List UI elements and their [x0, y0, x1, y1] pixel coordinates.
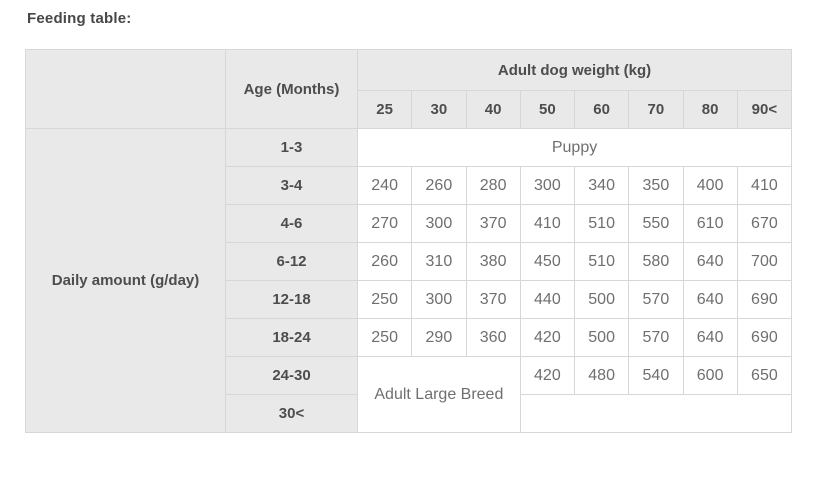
feeding-table: [25, 49, 792, 433]
weight-col-header: 40: [466, 91, 520, 129]
amount-cell: 510: [575, 205, 629, 243]
amount-cell: 250: [358, 319, 412, 357]
amount-cell: 280: [466, 167, 520, 205]
amount-cell: 360: [466, 319, 520, 357]
amount-cell: 500: [575, 281, 629, 319]
age-range-cell: 12-18: [226, 281, 358, 319]
weight-col-header: 60: [575, 91, 629, 129]
amount-cell: 600: [683, 357, 737, 395]
amount-cell: 670: [737, 205, 791, 243]
amount-cell: 440: [520, 281, 574, 319]
amount-cell: 300: [412, 281, 466, 319]
amount-cell: 310: [412, 243, 466, 281]
age-header-cell: Age (Months): [226, 50, 358, 129]
amount-cell: 690: [737, 281, 791, 319]
weight-col-header: 50: [520, 91, 574, 129]
amount-cell: 400: [683, 167, 737, 205]
daily-amount-label-cell: Daily amount (g/day): [26, 129, 226, 433]
amount-cell: 240: [358, 167, 412, 205]
weight-col-header: 80: [683, 91, 737, 129]
puppy-merged-cell: Puppy: [358, 129, 792, 167]
amount-cell: 500: [575, 319, 629, 357]
amount-cell: 510: [575, 243, 629, 281]
amount-cell: 290: [412, 319, 466, 357]
amount-cell: 640: [683, 243, 737, 281]
amount-cell: 250: [358, 281, 412, 319]
amount-cell: 380: [466, 243, 520, 281]
amount-cell: 350: [629, 167, 683, 205]
amount-cell: 300: [412, 205, 466, 243]
age-range-cell: 1-3: [226, 129, 358, 167]
age-range-cell: 24-30: [226, 357, 358, 395]
amount-cell: 690: [737, 319, 791, 357]
amount-cell: 610: [683, 205, 737, 243]
amount-cell: 370: [466, 281, 520, 319]
amount-cell: 640: [683, 281, 737, 319]
amount-cell: 550: [629, 205, 683, 243]
weight-col-header: 70: [629, 91, 683, 129]
age-range-cell: 18-24: [226, 319, 358, 357]
page-title: Feeding table:: [27, 10, 132, 27]
amount-cell: 570: [629, 281, 683, 319]
amount-cell: 570: [629, 319, 683, 357]
age-range-cell: 4-6: [226, 205, 358, 243]
weight-col-header: 25: [358, 91, 412, 129]
adult-large-breed-merged-cell: Adult Large Breed: [358, 357, 521, 433]
corner-cell: [26, 50, 226, 129]
amount-cell: 420: [520, 357, 574, 395]
table-row: [26, 50, 792, 91]
age-range-cell: 6-12: [226, 243, 358, 281]
amount-cell: 300: [520, 167, 574, 205]
amount-cell: 450: [520, 243, 574, 281]
amount-cell: 410: [737, 167, 791, 205]
amount-cell: 640: [683, 319, 737, 357]
weight-col-header: 30: [412, 91, 466, 129]
amount-cell: 370: [466, 205, 520, 243]
amount-cell: 260: [358, 243, 412, 281]
amount-cell: 270: [358, 205, 412, 243]
weight-header-cell: Adult dog weight (kg): [358, 50, 792, 91]
amount-cell: 700: [737, 243, 791, 281]
amount-cell: 340: [575, 167, 629, 205]
table-row: [26, 129, 792, 167]
amount-cell: 650: [737, 357, 791, 395]
amount-cell: 540: [629, 357, 683, 395]
age-range-cell: 30<: [226, 395, 358, 433]
age-range-cell: 3-4: [226, 167, 358, 205]
amount-cell: 580: [629, 243, 683, 281]
amount-cell: 410: [520, 205, 574, 243]
empty-merged-cell: [520, 395, 791, 433]
amount-cell: 420: [520, 319, 574, 357]
weight-col-header: 90<: [737, 91, 791, 129]
amount-cell: 260: [412, 167, 466, 205]
amount-cell: 480: [575, 357, 629, 395]
